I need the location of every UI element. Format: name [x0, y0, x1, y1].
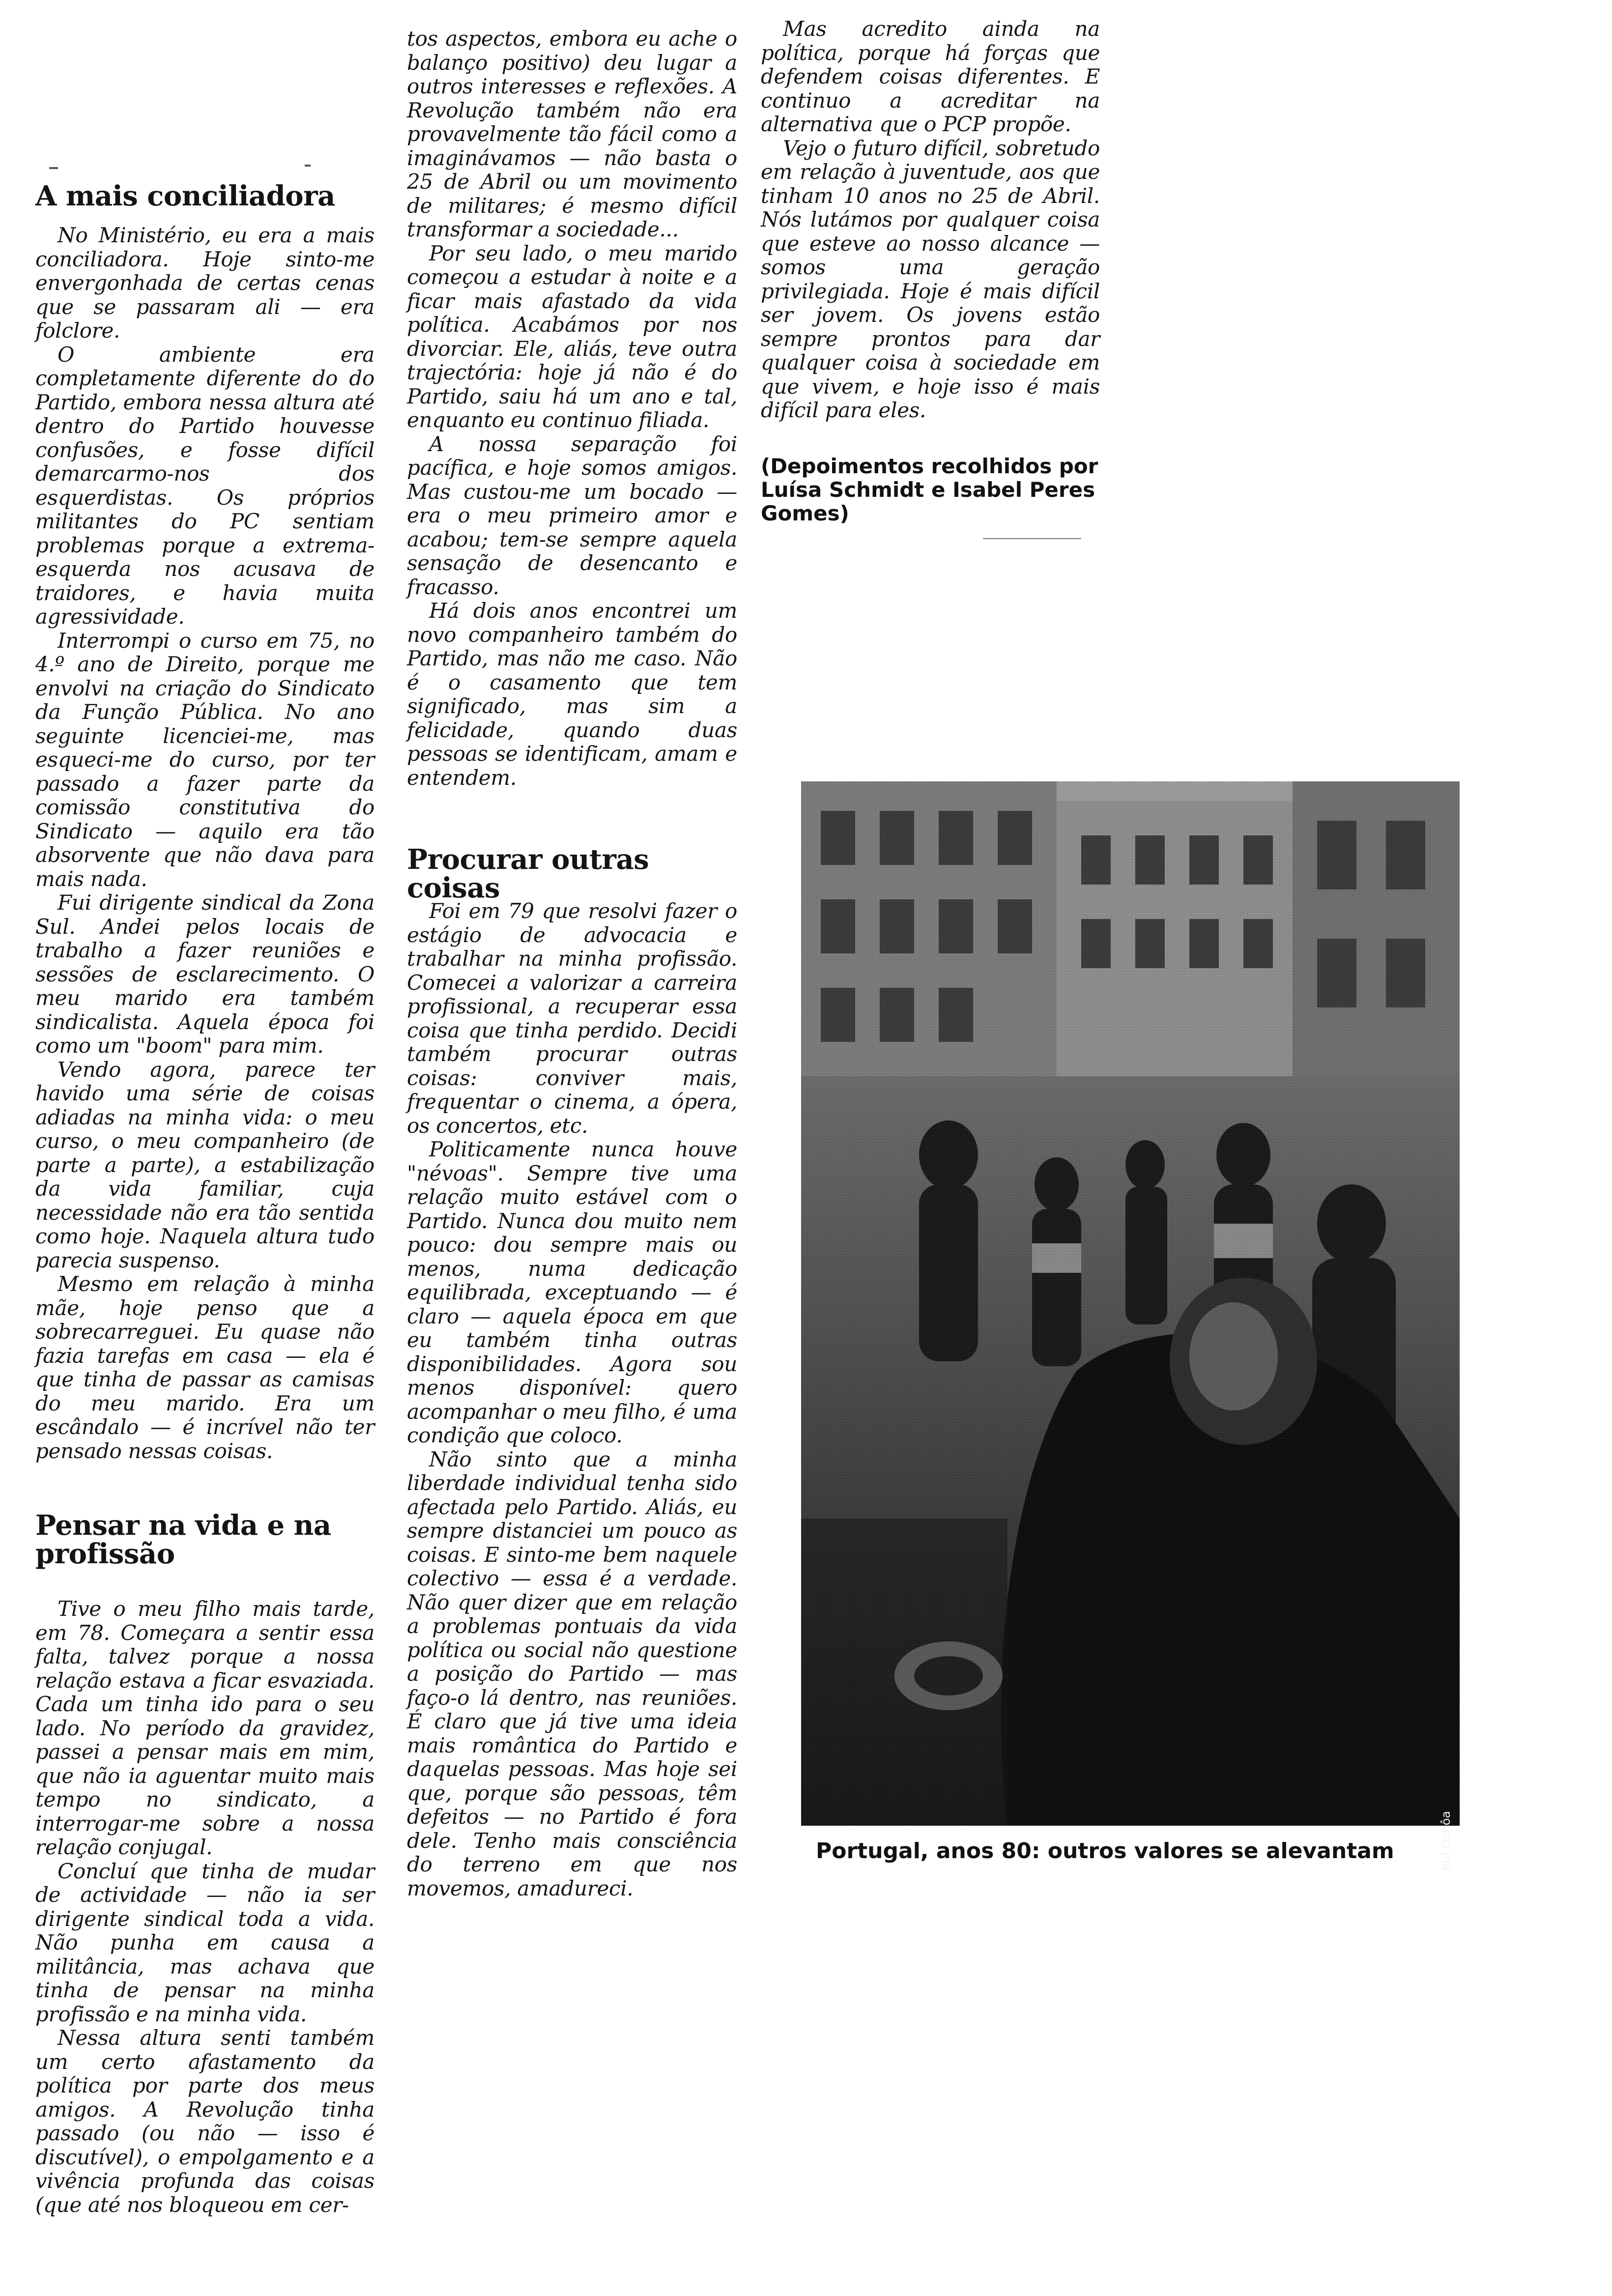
section-heading-conciliadora: A mais conciliadora [35, 180, 335, 212]
paragraph: Concluí que tinha de mudar de actividade — não ia ser dirigente sindical toda a vida. Não punha em causa a militância, mas achava que tinha de pensar na minha profissão e na minha vida. [35, 1859, 374, 2026]
paragraph: Vendo agora, parece ter havido uma série de coisas adiadas na minha vida: o meu curso, o meu companheiro (de parte a parte), a estabilização da vida familiar, cuja necessidade não era tão sentida como hoje. Naquela altura tudo parecia suspenso. [35, 1057, 374, 1272]
paragraph: O ambiente era completamente diferente do do Partido, embora nessa altura até dentro do Partido houvesse confusões, e fosse difícil demarcarmo-nos dos esquerdistas. Os próprios militantes do PC sentiam problemas porque a extrema-esquerda nos acusava de traidores, e havia muita agressividade. [35, 342, 374, 629]
section-heading-pensar: Pensar na vida e na profissão [35, 1509, 331, 1570]
paragraph: tos aspectos, embora eu ache o balanço positivo) deu lugar a outros interesses e reflexões. A Revolução também não era provavelmente tão fácil como a imaginávamos — não basta o 25 de Abril ou um movimento de militares; é mesmo difícil transformar a sociedade... [407, 27, 737, 241]
paragraph: Interrompi o curso em 75, no 4.º ano de Direito, porque me envolvi na criação do Sindicato da Função Pública. No ano seguinte licenciei-me, mas esqueci-me do curso, por ter passado a fazer parte da comissão constitutiva do Sindicato — aquilo era tão absorvente que não dava para mais nada. [35, 628, 374, 891]
photo-caption: Portugal, anos 80: outros valores se alevantam [816, 1838, 1394, 1864]
scan-speck [49, 167, 58, 169]
paragraph: Mas acredito ainda na política, porque há forças que defendem coisas diferentes. E continuo a acreditar na alternativa que o PCP propõe. [761, 17, 1100, 136]
paragraph: Nessa altura senti também um certo afastamento da política por parte dos meus amigos. A Revolução tinha passado (ou não — isso é discutível), o empolgamento e a vivência profunda das coisas (que até nos bloqueou em cer- [35, 2026, 374, 2217]
section-body-procurar [407, 899, 737, 1900]
paragraph: Fui dirigente sindical da Zona Sul. Andei pelos locais de trabalho a fazer reuniões e sessões de esclarecimento. O meu marido era também sindicalista. Aquela época foi como um "boom" para mim. [35, 890, 374, 1058]
paragraph: Vejo o futuro difícil, sobretudo em relação à juventude, aos que tinham 10 anos no 25 de Abril. Nós lutámos por qualquer coisa que esteve ao nosso alcance — somos uma geração privilegiada. Hoje é mais difícil ser jovem. Os jovens estão sempre prontos para dar qualquer coisa à sociedade em que vivem, e hoje isso é mais difícil para eles. [761, 136, 1100, 422]
section-body-closing [761, 17, 1100, 423]
paragraph: Tive o meu filho mais tarde, em 78. Começara a sentir essa falta, talvez porque a nossa relação estava a ficar esvaziada. Cada um tinha ido para o seu lado. No período da gravidez, passei a pensar mais em mim, que não ia aguentar muito mais tempo no sindicato, a interrogar-me sobre a nossa relação conjugal. [35, 1597, 374, 1859]
interview-credit: (Depoimentos recolhidos por Luísa Schmidt e Isabel Peres Gomes) [761, 454, 1098, 525]
section-body-continued [407, 27, 737, 790]
paragraph: Por seu lado, o meu marido começou a estudar à noite e a ficar mais afastado da vida política. Acabámos por nos divorciar. Ele, aliás, teve outra trajectória: hoje já não é do Partido, saiu há um ano e tal, enquanto eu continuo filiada. [407, 241, 737, 432]
photo-credit: Rui Ochôa [1439, 1811, 1453, 1871]
paragraph: A nossa separação foi pacífica, e hoje somos amigos. Mas custou-me um bocado — era o meu primeiro amor e acabou; tem-se sempre aquela sensação de desencanto e fracasso. [407, 431, 737, 599]
paragraph: Politicamente nunca houve "névoas". Sempre tive uma relação muito estável com o Partido. Nunca dou muito nem pouco: dou sempre mais ou menos, numa dedicação equilibrada, exceptuando — é claro — aquela época em que eu também tinha outras disponibilidades. Agora sou menos disponível: quero acompanhar o meu filho, é uma condição que coloco. [407, 1137, 737, 1447]
section-heading-procurar: Procurar outras coisas [407, 843, 649, 904]
paragraph: No Ministério, eu era a mais conciliadora. Hoje sinto-me envergonhada de certas cenas que se passaram ali — era folclore. [35, 223, 374, 343]
paragraph: Mesmo em relação à minha mãe, hoje penso que a sobrecarreguei. Eu quase não fazia tarefas em casa — ela é que tinha de passar as camisas do meu marido. Era um escândalo — é incrível não ter pensado nessas coisas. [35, 1272, 374, 1463]
paragraph: Não sinto que a minha liberdade individual tenha sido afectada pelo Partido. Aliás, eu sempre distanciei um pouco as coisas. E sinto-me bem naquele colectivo — essa é a verdade. Não quer dizer que em relação a problemas pontuais da vida política ou social não questione a posição do Partido — mas faço-o lá dentro, nas reuniões. É claro que já tive uma ideia mais romântica do Partido e daquelas pessoas. Mas hoje sei que, porque são pessoas, têm defeitos — no Partido é fora dele. Tenho mais consciência do terreno em que nos movemos, amadureci. [407, 1447, 737, 1900]
photograph-scene [801, 781, 1460, 1826]
scan-speck [305, 165, 311, 167]
section-body-pensar [35, 1597, 374, 2217]
section-body-conciliadora [35, 224, 374, 1463]
scan-speck [983, 538, 1081, 539]
paragraph: Foi em 79 que resolvi fazer o estágio de advocacia e trabalhar na minha profissão. Comecei a valorizar a carreira profissional, a recuperar essa coisa que tinha perdido. Decidi também procurar outras coisas: conviver mais, frequentar o cinema, a ópera, os concertos, etc. [407, 899, 737, 1138]
paragraph: Há dois anos encontrei um novo companheiro também do Partido, mas não me caso. Não é o casamento que tem significado, mas sim a felicidade, quando duas pessoas se identificam, amam e entendem. [407, 599, 737, 790]
